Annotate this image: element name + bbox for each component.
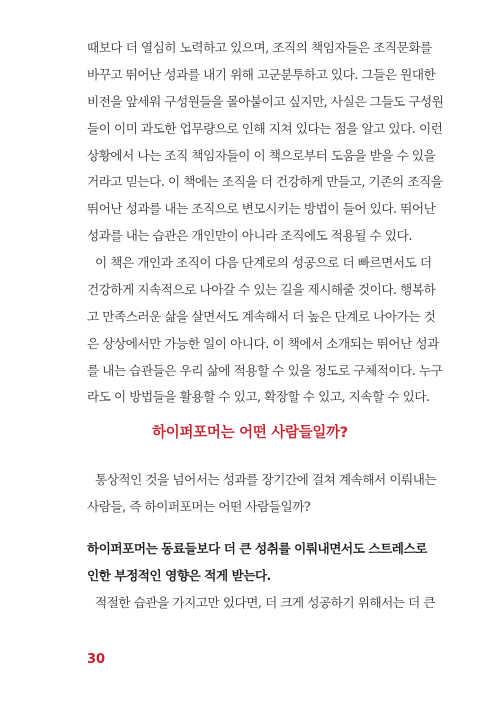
- text-line: 통상적인 것을 넘어서는 성과를 장기간에 걸쳐 계속해서 이뤄내는: [95, 472, 437, 487]
- text-line: 은 상상에서만 가능한 일이 아니다. 이 책에서 소개되는 뛰어난 성과: [87, 335, 439, 351]
- text-line: 적절한 습관을 가지고만 있다면, 더 크게 성공하기 위해서는 더 큰: [95, 595, 436, 610]
- section-intro-paragraph: [87, 467, 437, 521]
- body-paragraph-1: [87, 35, 444, 250]
- text-line: 뛰어난 성과를 내는 조직으로 변모시키는 방법이 들어 있다. 뛰어난: [87, 201, 436, 217]
- text-line: 하이퍼포머는 동료들보다 더 큰 성취를 이뤄내면서도 스트레스로: [87, 541, 427, 556]
- text-line: 사람들, 즉 하이퍼포머는 어떤 사람들일까?: [87, 498, 311, 514]
- text-line: 비전을 앞세워 구성원들을 몰아붙이고 싶지만, 사실은 그들도 구성원: [87, 93, 444, 109]
- continuation-paragraph: [87, 590, 436, 617]
- text-line: 바꾸고 뛰어난 성과를 내기 위해 고군분투하고 있다. 그들은 원대한: [87, 66, 436, 82]
- page-number: 30: [87, 652, 106, 667]
- text-line: 인한 부정적인 영향은 적게 받는다.: [87, 567, 271, 583]
- text-line: 라도 이 방법들을 활용할 수 있고, 확장할 수 있고, 지속할 수 있다.: [87, 389, 430, 405]
- text-line: 이 책은 개인과 조직이 다음 단계로의 성공으로 더 빠르면서도 더: [95, 255, 432, 270]
- text-line: 거라고 믿는다. 이 책에는 조직을 더 건강하게 만들고, 기존의 조직을: [87, 174, 443, 190]
- body-paragraph-2: [87, 250, 443, 411]
- text-line: 성과를 내는 습관은 개인만이 아니라 조직에도 적용될 수 있다.: [87, 228, 412, 244]
- text-line: 들이 이미 과도한 업무량으로 인해 지쳐 있다는 점을 알고 있다. 이런: [87, 120, 443, 136]
- text-line: 고 만족스러운 삶을 살면서도 계속해서 더 높은 단계로 나아가는 것: [87, 308, 436, 324]
- text-line: 건강하게 지속적으로 나아갈 수 있는 길을 제시해줄 것이다. 행복하: [87, 281, 436, 297]
- section-heading: 하이퍼포머는 어떤 사람들일까?: [152, 425, 348, 441]
- text-line: 때보다 더 열심히 노력하고 있으며, 조직의 책임자들은 조직문화를: [87, 40, 432, 55]
- text-line: 를 내는 습관들은 우리 삶에 적용할 수 있을 정도로 구체적이다. 누구: [87, 362, 443, 378]
- bold-statement-paragraph: [87, 536, 427, 590]
- text-line: 상황에서 나는 조직 책임자들이 이 책으로부터 도움을 받을 수 있을: [87, 147, 436, 163]
